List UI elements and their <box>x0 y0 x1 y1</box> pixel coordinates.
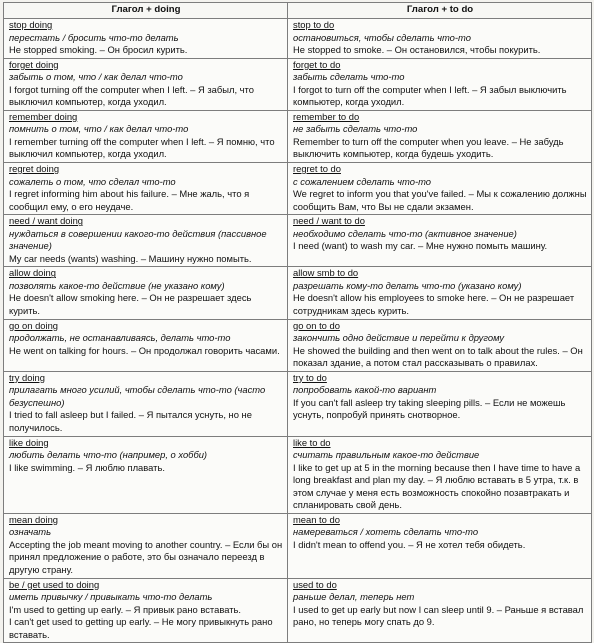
example: He doesn't allow his employees to smoke here. – Он не разрешает сотрудникам здесь курить. <box>293 292 575 317</box>
table-row <box>4 267 592 319</box>
gerund-cell <box>4 58 288 110</box>
example: I like to get up at 5 in the morning because then I have time to have a long breakfast and plan my day. – Я люблю вставать в 5 утра, т.к. в этом случае у меня есть возможность спокойно позавтракать и спланировать свой день. <box>293 461 581 511</box>
example-second: I can't get used to getting up early. – Не могу привыкнуть рано вставать. <box>9 616 273 640</box>
example: I like swimming. – Я люблю плавать. <box>9 461 165 473</box>
table-row <box>4 436 592 513</box>
translation: помнить о том, что / как делал что-то <box>9 123 189 135</box>
example: I regret informing him about his failure. – Мне жаль, что я сообщил ему, о его неудаче. <box>9 188 250 212</box>
verb-pattern: regret to do <box>293 163 341 175</box>
gerund-cell <box>4 436 288 513</box>
infinitive-cell <box>288 436 592 513</box>
verb-pattern: forget doing <box>9 58 59 70</box>
gerund-cell <box>4 267 288 319</box>
translation: сожалеть о том, что сделал что-то <box>9 175 176 187</box>
verb-pattern: go on to do <box>293 319 340 331</box>
gerund-cell <box>4 319 288 371</box>
table-row <box>4 19 592 59</box>
example: He went on talking for hours. – Он продолжал говорить часами. <box>9 344 280 356</box>
infinitive-cell <box>288 267 592 319</box>
table-row <box>4 215 592 267</box>
example: We regret to inform you that you've failed. – Мы к сожалению должны сообщить Вам, что Вы не сдали экзамен. <box>293 188 587 212</box>
verb-pattern: be / get used to doing <box>9 578 100 590</box>
example: He stopped smoking. – Он бросил курить. <box>9 44 188 56</box>
verb-pattern: need / want doing <box>9 215 84 227</box>
translation: продолжать, не останавливаясь, делать что-то <box>9 332 231 344</box>
translation: перестать / бросить что-то делать <box>9 31 179 43</box>
example: He stopped to smoke. – Он остановился, чтобы покурить. <box>293 44 541 56</box>
table-row <box>4 110 592 162</box>
verb-pattern: allow doing <box>9 267 56 279</box>
table-header-row <box>4 3 592 19</box>
infinitive-cell <box>288 58 592 110</box>
table-row <box>4 578 592 643</box>
translation: любить делать что-то (например, о хобби) <box>9 449 208 461</box>
table-row <box>4 319 592 371</box>
example: I remember turning off the computer when I left. – Я помню, что выключил компьютер, когда уходил. <box>9 135 275 160</box>
verb-pattern: remember doing <box>9 110 78 122</box>
translation: разрешать кому-то делать что-то (указано кому) <box>293 279 522 291</box>
infinitive-cell <box>288 513 592 578</box>
verb-pattern: used to do <box>293 578 337 590</box>
verb-pattern: mean to do <box>293 513 340 525</box>
example: My car needs (wants) washing. – Машину нужно помыть. <box>9 252 252 264</box>
gerund-cell <box>4 19 288 59</box>
example: I forgot to turn off the computer when I left. – Я забыл выключить компьютер, когда уходил. <box>293 83 567 108</box>
translation: остановиться, чтобы сделать что-то <box>293 31 471 43</box>
example: I used to get up early but now I can sleep until 9. – Раньше я вставал рано, но теперь могу спать до 9. <box>293 603 584 628</box>
example: If you can't fall asleep try taking sleeping pills. – Если не можешь уснуть, попробуй принять снотворное. <box>293 396 566 421</box>
table-row <box>4 163 592 215</box>
table-row <box>4 371 592 436</box>
translation: с сожалением сделать что-то <box>293 175 431 187</box>
example: I forgot turning off the computer when I left. – Я забыл, что выключил компьютер, когда уходил. <box>9 83 254 108</box>
gerund-cell <box>4 371 288 436</box>
gerund-cell <box>4 513 288 578</box>
example: Accepting the job meant moving to another country. – Если бы он принял предложение о работе, это бы означало переезд в другую страну. <box>9 538 283 575</box>
gerund-cell <box>4 163 288 215</box>
verb-pattern: stop doing <box>9 19 53 30</box>
example: I need (want) to wash my car. – Мне нужно помыть машину. <box>293 240 548 252</box>
gerund-cell <box>4 215 288 267</box>
infinitive-cell <box>288 371 592 436</box>
infinitive-cell <box>288 578 592 643</box>
example: He doesn't allow smoking here. – Он не разрешает здесь курить. <box>9 292 252 317</box>
verb-pattern: try to do <box>293 371 327 383</box>
verb-pattern: forget to do <box>293 58 341 70</box>
example: I didn't mean to offend you. – Я не хотел тебя обидеть. <box>293 538 526 550</box>
gerund-cell <box>4 110 288 162</box>
infinitive-cell <box>288 215 592 267</box>
infinitive-cell <box>288 19 592 59</box>
grammar-table-sheet <box>3 2 591 643</box>
translation: прилагать много усилий, чтобы сделать что-то (часто безуспешно) <box>9 384 266 408</box>
table-row <box>4 58 592 110</box>
translation: забыть сделать что-то <box>293 71 405 83</box>
translation: необходимо сделать что-то (активное значение) <box>293 227 517 239</box>
translation: нуждаться в совершении какого-то действия (пассивное значение) <box>9 227 267 252</box>
gerund-cell <box>4 578 288 643</box>
verb-pattern: like to do <box>293 436 331 448</box>
table-row <box>4 513 592 578</box>
translation: раньше делал, теперь нет <box>293 591 415 603</box>
translation: не забыть сделать что-то <box>293 123 418 135</box>
verb-pattern: regret doing <box>9 163 60 175</box>
verb-pattern: like doing <box>9 436 49 448</box>
translation: забыть о том, что / как делал что-то <box>9 71 183 83</box>
infinitive-cell <box>288 163 592 215</box>
translation: считать правильным какое-то действие <box>293 449 480 461</box>
verb-pattern-table <box>3 2 592 643</box>
translation: намереваться / хотеть сделать что-то <box>293 526 479 538</box>
example: I tried to fall asleep but I failed. – Я пытался уснуть, но не получилось. <box>9 409 252 433</box>
verb-pattern: try doing <box>9 371 45 383</box>
verb-pattern: mean doing <box>9 513 58 525</box>
infinitive-cell <box>288 110 592 162</box>
verb-pattern: allow smb to do <box>293 267 359 279</box>
translation: иметь привычку / привыкать что-то делать <box>9 591 213 603</box>
example: He showed the building and then went on to talk about the rules. – Он показал здание, а потом стал рассказывать о правилах. <box>293 344 583 369</box>
translation: означать <box>9 526 52 538</box>
header-infinitive: Глагол + to do <box>288 3 592 19</box>
verb-pattern: remember to do <box>293 110 360 122</box>
translation: позволять какое-то действие (не указано кому) <box>9 279 225 291</box>
translation: закончить одно действие и перейти к другому <box>293 332 505 344</box>
verb-pattern: need / want to do <box>293 215 365 227</box>
verb-pattern: go on doing <box>9 319 59 331</box>
example: Remember to turn off the computer when you leave. – Не забудь выключить компьютер, когда будешь уходить. <box>293 135 564 160</box>
translation: попробовать какой-то вариант <box>293 384 437 396</box>
verb-pattern: stop to do <box>293 19 335 30</box>
example: I'm used to getting up early. – Я привык рано вставать. <box>9 603 241 615</box>
infinitive-cell <box>288 319 592 371</box>
header-gerund: Глагол + doing <box>4 3 288 19</box>
